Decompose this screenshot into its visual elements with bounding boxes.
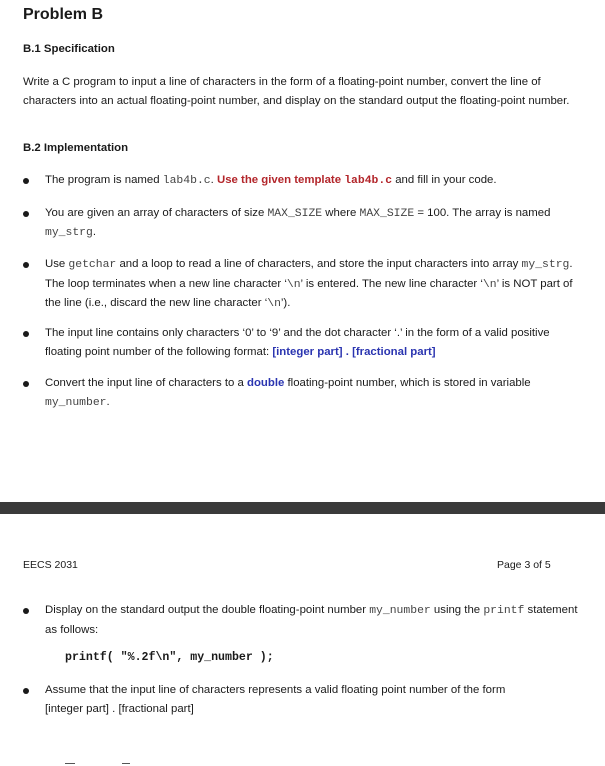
- page-number: Page 3 of 5: [497, 559, 551, 571]
- emphasis-blue: double: [246, 377, 285, 389]
- clipped-text-fragment: [122, 763, 130, 764]
- spec-paragraph: Write a C program to input a line of characters in the form of a floating-point number, convert the line of characters into an actual floating-point number, and display on the standard output the floating-point number.: [23, 76, 570, 107]
- bullet-display-output: [45, 601, 585, 640]
- text-run: . The loop terminates when a new line character ‘: [45, 258, 573, 290]
- text-run: ’ is entered. The new line character ‘: [300, 277, 483, 290]
- bullet-program-name: [45, 172, 585, 190]
- text-run: and a loop to read a line of characters, and store the input characters into array: [116, 258, 522, 270]
- text-run: using the: [430, 604, 484, 616]
- spec-heading: B.1 Specification: [23, 43, 115, 55]
- text-line: [integer part] . [fractional part]: [45, 703, 194, 715]
- inline-code-red: lab4b.c: [344, 175, 393, 187]
- text-run: and fill in your code.: [392, 174, 497, 186]
- emphasis-red: Use the given template: [216, 174, 345, 186]
- bullet-dot: [23, 381, 29, 387]
- bullet-input-format: [45, 324, 560, 362]
- inline-code: \n: [482, 278, 497, 291]
- text-run: The program is named: [45, 174, 163, 186]
- bullet-convert-double: [45, 374, 580, 412]
- emphasis-blue: [integer part]: [272, 346, 343, 358]
- inline-code: \n: [286, 278, 301, 291]
- course-code: EECS 2031: [23, 559, 78, 571]
- problem-title: Problem B: [23, 6, 104, 23]
- page-separator: [0, 502, 605, 514]
- inline-code: my_strg: [45, 227, 93, 239]
- inline-code: MAX_SIZE: [359, 208, 415, 220]
- text-run: ’ is NOT part of the line (i.e., discard the new line character ‘: [45, 277, 573, 309]
- printf-code-line: printf( "%.2f\n", my_number );: [65, 651, 274, 664]
- text-run: = 100. The array is named: [414, 207, 551, 219]
- bullet-assume-valid: [45, 681, 585, 719]
- bullet-getchar-loop: [45, 255, 590, 314]
- bullet-dot: [23, 331, 29, 337]
- text-run: .: [92, 226, 97, 238]
- text-run: Use: [45, 258, 69, 270]
- text-line: Assume that the input line of characters represents a valid floating point number of the form: [45, 684, 506, 696]
- impl-heading: B.2 Implementation: [23, 142, 129, 154]
- text-run: where: [322, 207, 360, 219]
- bullet-array-size: [45, 204, 565, 242]
- text-run: Display on the standard output the double floating-point number: [45, 604, 370, 616]
- inline-code: \n: [267, 298, 281, 310]
- text-run: Convert the input line of characters to a: [45, 377, 247, 389]
- bullet-dot: [23, 211, 29, 217]
- text-run: statement as follows:: [45, 604, 578, 636]
- inline-code: printf: [483, 605, 525, 617]
- bullet-dot: [23, 178, 29, 184]
- text-run: The input line contains only characters ‘0’ to ‘9’ and the dot character ‘.’ in the form of a valid positive floating point number of the following format:: [45, 327, 550, 358]
- inline-code: my_strg: [521, 259, 570, 271]
- inline-code: my_number: [369, 605, 431, 617]
- inline-code: MAX_SIZE: [267, 208, 323, 220]
- emphasis-blue: .: [342, 346, 353, 358]
- text-run: .: [106, 395, 110, 408]
- text-run: .: [210, 174, 217, 186]
- emphasis-blue: [fractional part]: [352, 346, 436, 358]
- clipped-text-fragment: [65, 763, 75, 764]
- text-run: ’).: [280, 297, 291, 309]
- inline-code: getchar: [68, 259, 117, 271]
- bullet-dot: [23, 262, 29, 268]
- inline-code: my_number: [45, 396, 107, 409]
- bullet-dot: [23, 608, 29, 614]
- text-run: floating-point number, which is stored in variable: [284, 377, 531, 389]
- inline-code: lab4b.c: [162, 175, 211, 187]
- bullet-dot: [23, 688, 29, 694]
- text-run: You are given an array of characters of size: [45, 207, 268, 219]
